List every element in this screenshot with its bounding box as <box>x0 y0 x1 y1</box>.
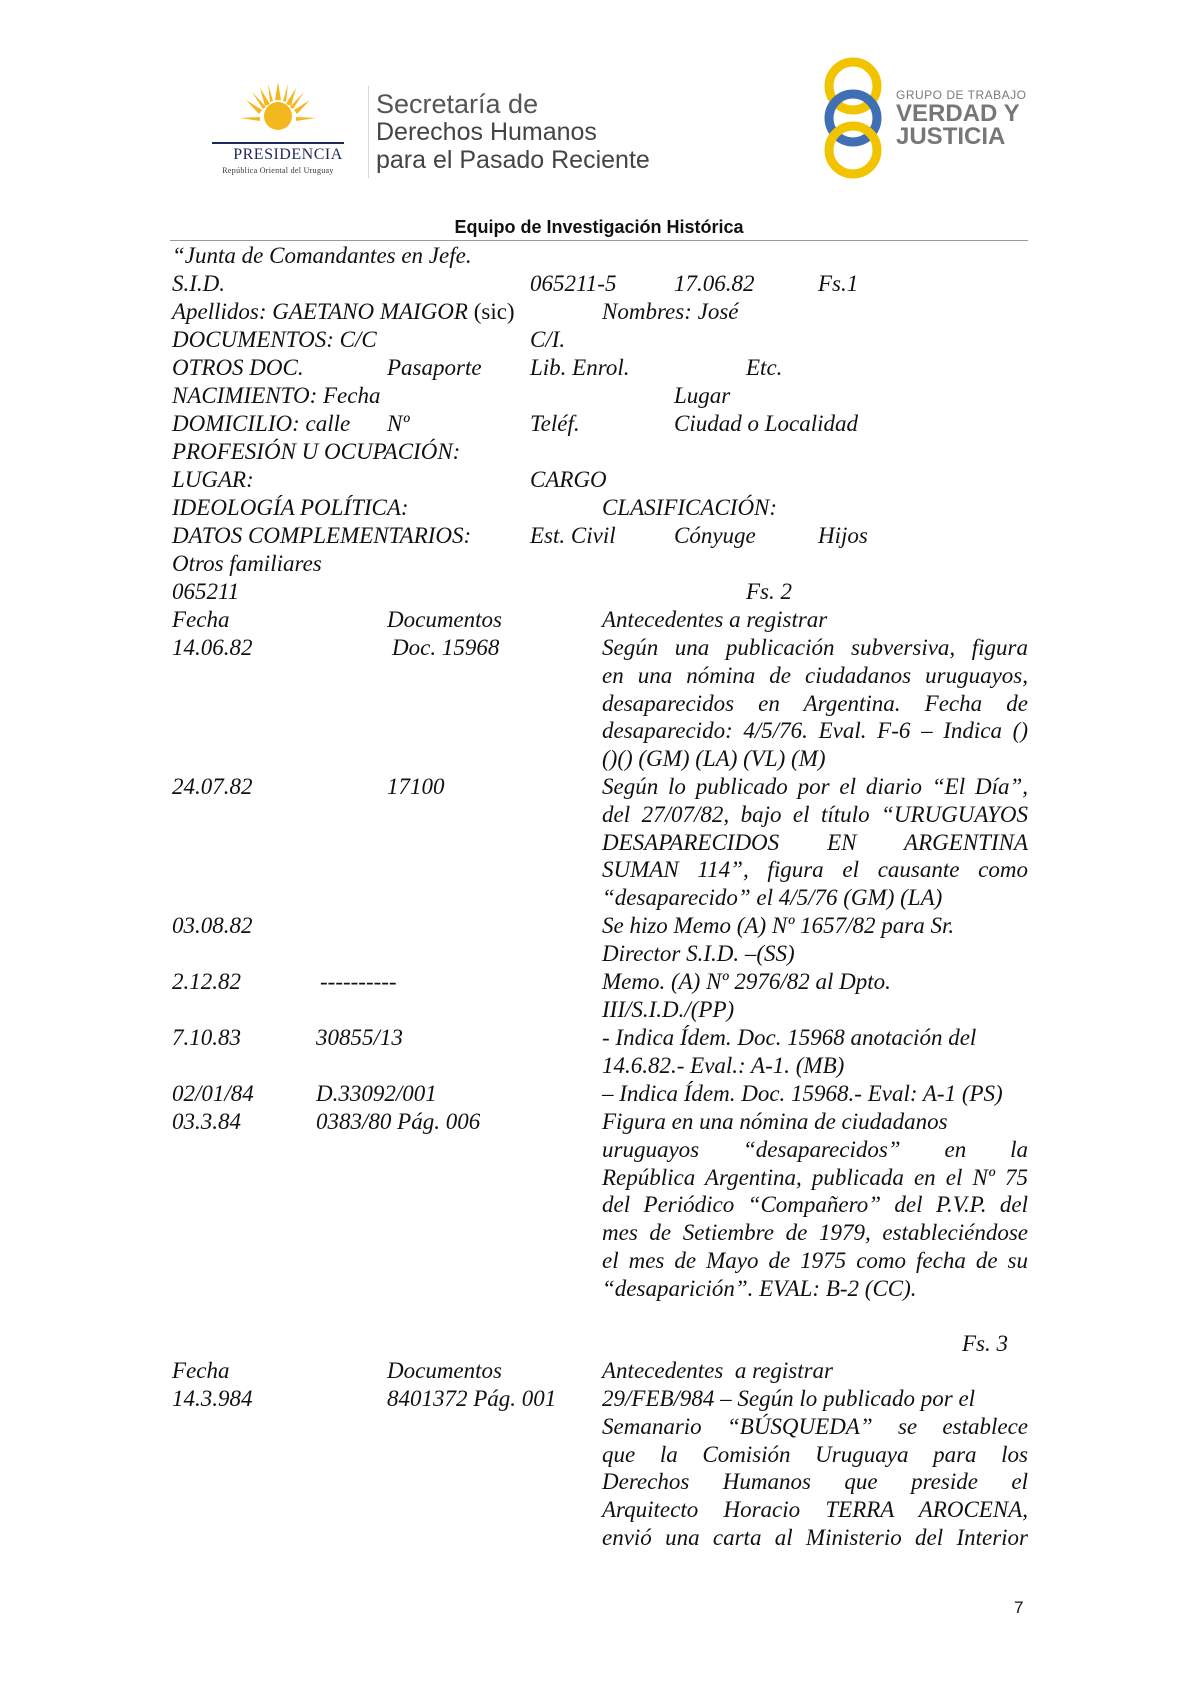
presidencia-subtitle: República Oriental del Uruguay <box>222 166 334 175</box>
row4-doc: ---------- <box>320 969 397 994</box>
row5-fecha: 7.10.83 <box>172 1025 241 1050</box>
secretaria-line2: Derechos Humanos <box>376 118 597 146</box>
verdad-justicia-logo <box>818 56 1038 181</box>
s3-antecedentes <box>602 1385 1028 1552</box>
col-documentos: Documentos <box>387 607 502 632</box>
sid-label: S.I.D. <box>172 271 226 296</box>
text-line: - Indica Ídem. Doc. 15968 anotación del <box>602 1025 977 1050</box>
documentos: DOCUMENTOS: C/C <box>172 327 377 352</box>
text-line: del 27/07/82, bajo el título “URUGUAYOS <box>602 801 1028 827</box>
row7-fecha: 03.3.84 <box>172 1109 241 1134</box>
grupo-line1: VERDAD Y <box>896 100 1020 127</box>
page-number: 7 <box>1014 1598 1024 1617</box>
lib-enrol: Lib. Enrol. <box>530 355 630 380</box>
text-line: Derechos Humanos que preside el <box>602 1469 1028 1495</box>
row7-antecedentes <box>602 1108 1028 1303</box>
text-line: Se hizo Memo (A) Nº 1657/82 para Sr. <box>602 913 955 938</box>
text-line: Semanario “BÚSQUEDA” se establece <box>602 1413 1028 1439</box>
junta-line: “Junta de Comandantes en Jefe. <box>172 243 472 268</box>
estado-civil: Est. Civil <box>530 523 616 548</box>
text-line: “desaparición”. EVAL: B-2 (CC). <box>602 1275 917 1301</box>
secretaria-title <box>376 90 650 174</box>
sid-date: 17.06.82 <box>674 271 755 296</box>
telefono: Teléf. <box>530 411 580 436</box>
row2-antecedentes <box>602 773 1028 912</box>
row4-fecha: 2.12.82 <box>172 969 241 994</box>
section2-code: 065211 <box>172 579 240 604</box>
otros-doc: OTROS DOC. <box>172 355 304 380</box>
grupo-line2: JUSTICIA <box>896 123 1006 150</box>
row1-fecha: 14.06.82 <box>172 635 253 660</box>
s3-doc: 8401372 Pág. 001 <box>387 1386 557 1411</box>
datos-complementarios: DATOS COMPLEMENTARIOS: <box>172 523 472 548</box>
text-line: ()() (GM) (LA) (VL) (M) <box>602 746 826 772</box>
rings-icon <box>818 56 888 181</box>
grupo-title <box>896 102 1020 148</box>
text-line: SUMAN 114”, figura el causante como <box>602 857 1028 883</box>
presidencia-name: PRESIDENCIA <box>233 146 343 163</box>
row1-doc: Doc. 15968 <box>392 635 500 660</box>
row6-fecha: 02/01/84 <box>172 1081 254 1106</box>
apellidos-sic: (sic) <box>473 299 515 324</box>
header-divider <box>368 86 369 178</box>
row6-antecedentes <box>602 1080 1028 1108</box>
presidencia-logo <box>198 80 358 175</box>
text-line: DESAPARECIDOS EN ARGENTINA <box>602 829 1028 855</box>
text-line: Director S.I.D. –(SS) <box>602 940 795 966</box>
ideologia: IDEOLOGÍA POLÍTICA: <box>172 495 409 520</box>
text-line: del Periódico “Compañero” del P.V.P. del <box>602 1192 1028 1218</box>
text-line: “desaparecido” el 4/5/76 (GM) (LA) <box>602 885 943 911</box>
col-antecedentes: Antecedentes a registrar <box>602 607 828 632</box>
domicilio: DOMICILIO: calle <box>172 411 351 436</box>
row2-doc: 17100 <box>387 774 445 799</box>
text-line: 14.6.82.- Eval.: A-1. (MB) <box>602 1052 845 1078</box>
hijos: Hijos <box>818 523 868 548</box>
section3-fs: Fs. 3 <box>962 1331 1008 1356</box>
otros-familiares: Otros familiares <box>172 551 322 576</box>
clasificacion: CLASIFICACIÓN: <box>602 495 778 520</box>
row2-fecha: 24.07.82 <box>172 774 253 799</box>
text-line: en una nómina de ciudadanos uruguayos, <box>602 662 1028 688</box>
row5-antecedentes <box>602 1024 1028 1080</box>
text-line: mes de Setiembre de 1979, estableciéndose <box>602 1220 1028 1246</box>
sid-fs: Fs.1 <box>818 271 859 296</box>
text-line: Según lo publicado por el diario “El Día”, <box>602 774 1028 799</box>
ci: C/I. <box>530 327 566 352</box>
ciudad: Ciudad o Localidad <box>674 411 859 436</box>
text-line: envió una carta al Ministerio del Interior <box>602 1524 1028 1550</box>
row6-doc: D.33092/001 <box>316 1081 437 1106</box>
text-line: uruguayos “desaparecidos” en la <box>602 1136 1028 1162</box>
section2-fs: Fs. 2 <box>746 579 792 604</box>
col-fecha: Fecha <box>172 607 230 632</box>
lugar-nacimiento: Lugar <box>674 383 731 408</box>
s3-col-documentos: Documentos <box>387 1358 502 1383</box>
row4-antecedentes <box>602 968 1028 1024</box>
apellidos-label: Apellidos: GAETANO MAIGOR <box>172 299 468 324</box>
text-line: que la Comisión Uruguaya para los <box>602 1441 1028 1467</box>
text-line: Memo. (A) Nº 2976/82 al Dpto. <box>602 969 891 994</box>
text-line: Figura en una nómina de ciudadanos <box>602 1109 948 1134</box>
text-line: 29/FEB/984 – Según lo publicado por el <box>602 1386 976 1411</box>
text-line: III/S.I.D./(PP) <box>602 996 735 1022</box>
text-line: Según una publicación subversiva, figura <box>602 635 1028 660</box>
row1-antecedentes <box>602 634 1028 773</box>
s3-fecha: 14.3.984 <box>172 1386 253 1411</box>
lugar-trabajo: LUGAR: <box>172 467 254 492</box>
sid-number: 065211-5 <box>530 271 617 296</box>
secretaria-line3: para el Pasado Reciente <box>376 146 650 174</box>
secretaria-line1: Secretaría de <box>376 89 539 119</box>
team-title: Equipo de Investigación Histórica <box>454 217 744 237</box>
numero: Nº <box>387 411 410 436</box>
row7-doc: 0383/80 Pág. 006 <box>316 1109 481 1134</box>
title-rule <box>170 240 1028 241</box>
row3-antecedentes <box>602 912 1028 968</box>
nacimiento: NACIMIENTO: Fecha <box>172 383 381 408</box>
nombres: Nombres: José <box>602 299 739 324</box>
text-line: Arquitecto Horacio TERRA AROCENA, <box>602 1497 1028 1523</box>
pasaporte: Pasaporte <box>387 355 482 380</box>
conyuge: Cónyuge <box>674 523 756 548</box>
text-line: – Indica Ídem. Doc. 15968.- Eval: A-1 (PS) <box>602 1081 1003 1106</box>
text-line: República Argentina, publicada en el Nº 75 <box>602 1164 1028 1190</box>
row5-doc: 30855/13 <box>316 1025 403 1050</box>
grupo-label: GRUPO DE TRABAJO <box>896 88 1027 102</box>
sun-icon <box>240 80 316 142</box>
presidencia-rule <box>212 142 344 144</box>
s3-col-antecedentes: Antecedentes a registrar <box>602 1358 834 1383</box>
cargo: CARGO <box>530 467 607 492</box>
row3-fecha: 03.08.82 <box>172 913 253 938</box>
text-line: desaparecido: 4/5/76. Eval. F-6 – Indica () <box>602 718 1028 744</box>
etc: Etc. <box>746 355 783 380</box>
s3-col-fecha: Fecha <box>172 1358 230 1383</box>
text-line: desaparecidos en Argentina. Fecha de <box>602 690 1028 716</box>
apellidos <box>172 298 515 326</box>
text-line: el mes de Mayo de 1975 como fecha de su <box>602 1247 1028 1273</box>
profesion: PROFESIÓN U OCUPACIÓN: <box>172 439 461 464</box>
